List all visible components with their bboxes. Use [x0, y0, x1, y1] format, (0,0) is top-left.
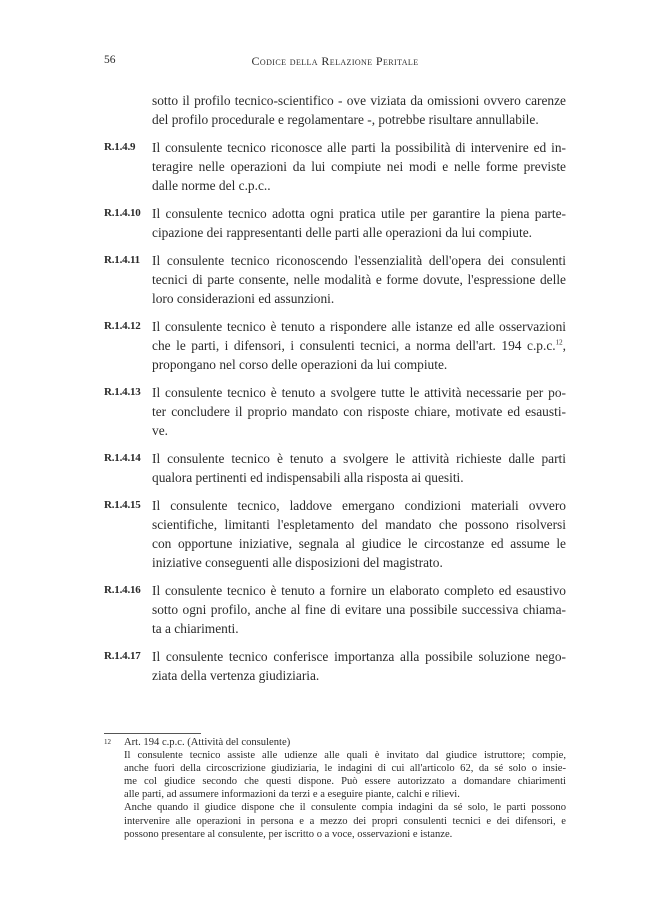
rule-number: R.1.4.12	[104, 320, 141, 332]
text-line: dalle norme del c.p.c..	[152, 178, 271, 193]
footnote-divider	[104, 733, 201, 734]
text-line: teragire nelle operazioni da lui compiute nei modi e nelle forme previste	[152, 159, 566, 174]
text-line: qualora pertinenti ed indispensabili alla risposta ai quesiti.	[152, 470, 464, 485]
text-line: Il consulente tecnico adotta ogni pratica utile per garantire la piena parte-	[152, 206, 566, 221]
text-line: tecnici di parte consente, nelle modalità e forme dovute, l'espressione delle	[152, 272, 566, 287]
rule-r-1-4-17	[104, 647, 566, 685]
rule-r-1-4-10	[104, 204, 566, 242]
text-line: iniziative conseguenti alle disposizioni del magistrato.	[152, 555, 443, 570]
rule-r-1-4-15	[104, 496, 566, 572]
text-line: ta a chiarimenti.	[152, 621, 239, 636]
footnote-line: possono presentare al consulente, per iscritto o a voce, osservazioni e istanze.	[124, 828, 453, 840]
text-line: ve.	[152, 423, 168, 438]
text-line: scientifiche, limitanti l'espletamento del mandato che possono risolversi	[152, 517, 566, 532]
footnote-line: alle parti, ad assumere informazioni da terzi e a eseguire piante, calchi e rilievi.	[124, 789, 460, 801]
continued-paragraph	[104, 91, 566, 129]
rule-r-1-4-9	[104, 138, 566, 195]
footnote-line: me col giudice secondo che questi dispone. Può essere autorizzato a domandare chiarimenti	[124, 776, 566, 788]
text-line: sotto ogni profilo, anche al fine di evitare una possibile successiva chiama-	[152, 602, 566, 617]
text-line: propongano nel corso delle operazioni da lui compiute.	[152, 357, 448, 372]
text-line: Il consulente tecnico è tenuto a svolgere tutte le attività necessarie per po-	[152, 385, 566, 400]
footnote-reference[interactable]: 12	[555, 338, 563, 347]
rule-number: R.1.4.16	[104, 584, 141, 596]
text-line: ziata della vertenza giudiziaria.	[152, 668, 320, 683]
rule-r-1-4-16	[104, 581, 566, 638]
text-line: Il consulente tecnico riconosce alle parti la possibilità di intervenire ed in-	[152, 140, 566, 155]
rule-number: R.1.4.13	[104, 386, 141, 398]
running-title: Codice della Relazione Peritale	[251, 54, 419, 68]
text-line: con opportune iniziative, segnala al giudice le circostanze ed assume le	[152, 536, 566, 551]
text-line: Il consulente tecnico riconoscendo l'essenzialità dell'opera dei consulenti	[152, 253, 566, 268]
rule-r-1-4-12	[104, 317, 566, 374]
text-line: che le parti, i difensori, i consulenti tecnici, a norma dell'art. 194 c.p.c.$^{12}$,	[152, 338, 566, 353]
rule-number: R.1.4.15	[104, 499, 141, 511]
text-line: cipazione dei rappresentanti delle parti alle operazioni da lui compiute.	[152, 225, 532, 240]
rule-number: R.1.4.9	[104, 141, 136, 153]
rule-number: R.1.4.11	[104, 254, 140, 266]
text-line: loro considerazioni ed assunzioni.	[152, 291, 335, 306]
text-line: Il consulente tecnico conferisce importanza alla possibile soluzione nego-	[152, 649, 566, 664]
footnote-line: Il consulente tecnico assiste alle udienze alle quali è invitato dal giudice istruttore; compie,	[124, 750, 566, 762]
text-line: Il consulente tecnico, laddove emergano condizioni materiali ovvero	[152, 498, 566, 513]
page-header	[104, 54, 566, 72]
rule-r-1-4-13	[104, 383, 566, 440]
rule-r-1-4-14	[104, 449, 566, 487]
footnote-line: anche fuori della circoscrizione giudiziaria, le indagini di cui all'articolo 62, da sé solo o insie-	[124, 763, 566, 775]
rule-number: R.1.4.14	[104, 452, 141, 464]
rule-number: R.1.4.17	[104, 650, 141, 662]
rule-number: R.1.4.10	[104, 207, 141, 219]
footnote	[104, 736, 566, 841]
footnote-text	[104, 736, 566, 841]
text-line: del profilo procedurale e regolamentare -, potrebbe risultare annullabile.	[152, 112, 539, 127]
text-line: sotto il profilo tecnico-scientifico - ove viziata da omissioni ovvero carenze	[152, 93, 566, 108]
page-number: 56	[104, 54, 116, 66]
text-line: Il consulente tecnico è tenuto a svolgere le attività richieste dalle parti	[152, 451, 566, 466]
footnote-line: intervenire alle operazioni in persona e a mezzo dei propri consulenti tecnici e dei difensori, e	[124, 815, 566, 827]
main-text	[104, 91, 566, 694]
footnote-line: Art. 194 c.p.c. (Attività del consulente)	[124, 737, 291, 748]
text-line: Il consulente tecnico è tenuto a rispondere alle istanze ed alle osservazioni	[152, 319, 566, 334]
rule-r-1-4-11	[104, 251, 566, 308]
text-line: ter concludere il proprio mandato con risposte chiare, motivate ed esausti-	[152, 404, 566, 419]
footnote-line: Anche quando il giudice dispone che il consulente compia indagini da sé solo, le parti possono	[124, 802, 566, 814]
text-line: Il consulente tecnico è tenuto a fornire un elaborato completo ed esaustivo	[152, 583, 566, 598]
footnote-number: 12	[104, 738, 111, 746]
